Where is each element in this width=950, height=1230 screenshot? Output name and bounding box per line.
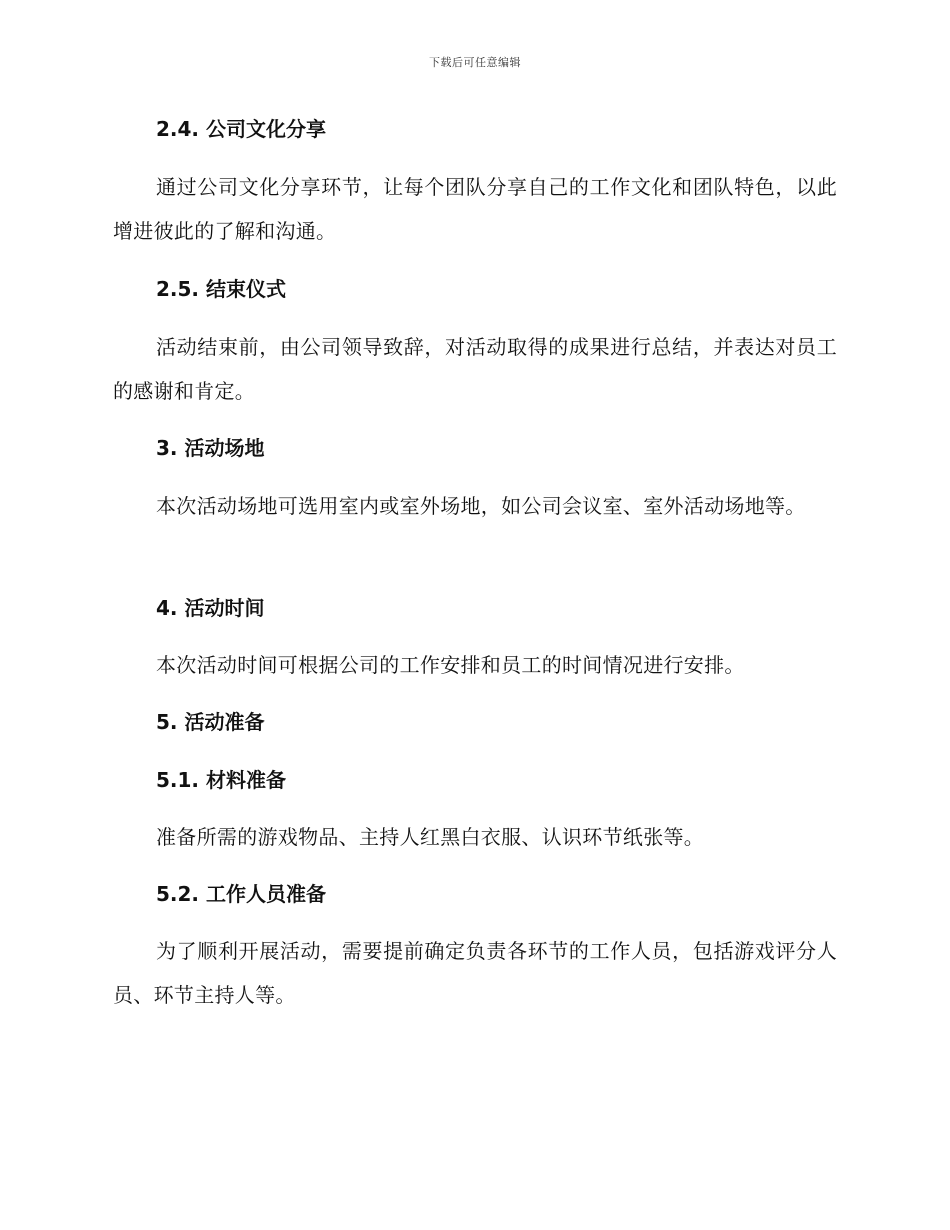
heading-2-4: 2.4. 公司文化分享	[156, 117, 326, 141]
paragraph-2-4: 通过公司文化分享环节，让每个团队分享自己的工作文化和团队特色，以此增进彼此的了解和沟通。	[113, 175, 837, 243]
paragraph-5-2: 为了顺利开展活动，需要提前确定负责各环节的工作人员，包括游戏评分人员、环节主持人等。	[113, 939, 837, 1007]
heading-3: 3. 活动场地	[156, 436, 265, 460]
heading-5-2: 5.2. 工作人员准备	[156, 882, 326, 906]
heading-4: 4. 活动时间	[156, 596, 265, 620]
heading-5: 5. 活动准备	[156, 710, 265, 734]
paragraph-2-5: 活动结束前，由公司领导致辞，对活动取得的成果进行总结，并表达对员工的感谢和肯定。	[113, 335, 837, 403]
heading-2-5: 2.5. 结束仪式	[156, 277, 286, 301]
page-header: 下载后可任意编辑	[429, 56, 521, 69]
heading-5-1: 5.1. 材料准备	[156, 768, 286, 792]
paragraph-3: 本次活动场地可选用室内或室外场地，如公司会议室、室外活动场地等。	[156, 494, 806, 518]
paragraph-4: 本次活动时间可根据公司的工作安排和员工的时间情况进行安排。	[156, 653, 745, 677]
paragraph-5-1: 准备所需的游戏物品、主持人红黑白衣服、认识环节纸张等。	[156, 825, 705, 849]
